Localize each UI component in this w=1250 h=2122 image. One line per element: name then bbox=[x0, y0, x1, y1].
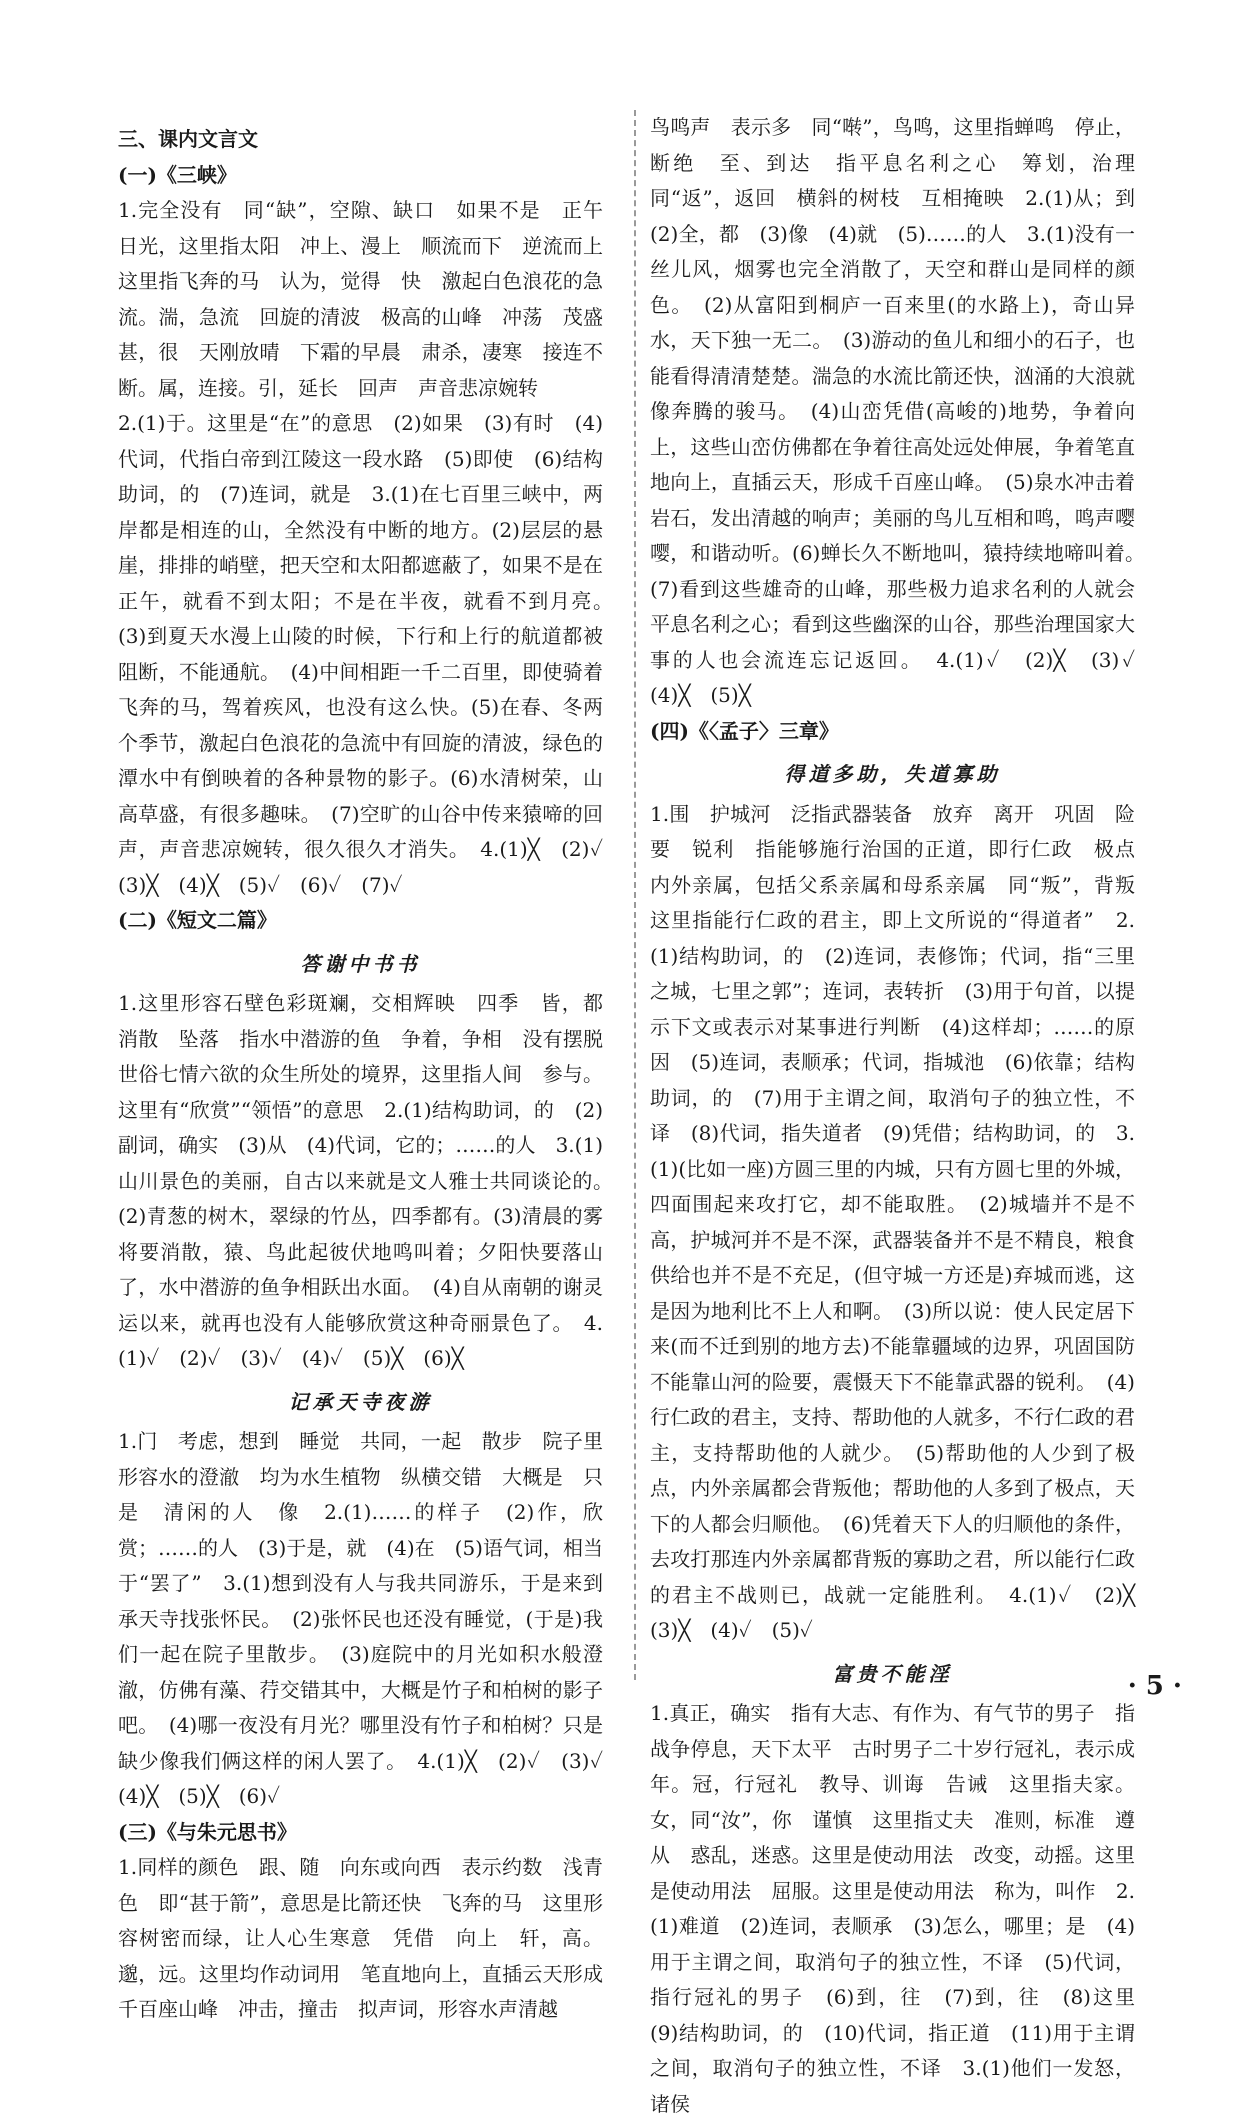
right-column bbox=[650, 110, 1155, 2122]
sub-title: 记承天寺夜游 bbox=[288, 1389, 433, 1414]
section-heading: (四)《〈孟子〉三章》 bbox=[650, 718, 839, 743]
answer-paragraph: 1.这里形容石壁色彩斑斓，交相辉映 四季 皆，都 消散 坠落 指水中潜游的鱼 争着，争相 没有摆脱世俗七情六欲的众生所处的境界，这里指人间 参与。这里有“欣赏”“领悟”的意思 2.(1)结构助词，的 (2)副词，确实 (3)从 (4)代词，它的；……的人 3.(1)山川景色的美丽，自古以来就是文人雅士共同谈论的。 (2)青葱的树木，翠绿的竹丛，四季都有。(3)清晨的雾将要消散，猿、鸟此起彼伏地鸣叫着；夕阳快要落山了，水中潜游的鱼争相跃出水面。 (4)自从南朝的谢灵运以来，就再也没有人能够欣赏这种奇丽景色了。 4.(1)✓ (2)✓ (3)✓ (4)✓ (5)╳ (6)╳ bbox=[118, 991, 623, 1370]
answer-paragraph: 鸟鸣声 表示多 同“啭”，鸟鸣，这里指蝉鸣 停止，断绝 至、到达 指平息名利之心 筹划，治理 同“返”，返回 横斜的树枝 互相掩映 2.(1)从；到 (2)全，都 (3)像 (4)就 (5)……的人 3.(1)没有一丝儿风，烟雾也完全消散了，天空和群山是同样的颜色。 (2)从富阳到桐庐一百来里(的水路上)，奇山异水，天下独一无二。 (3)游动的鱼儿和细小的石子，也能看得清清楚楚。湍急的水流比箭还快，汹涌的大浪就像奔腾的骏马。 (4)山峦凭借(高峻的)地势，争着向上，这些山峦仿佛都在争着往高处远处伸展，争着笔直地向上，直插云天，形成千百座山峰。 (5)泉水冲击着岩石，发出清越的响声；美丽的鸟儿互相和鸣，鸣声嘤嘤，和谐动听。(6)蝉长久不断地叫，猿持续地啼叫着。 (7)看到这些雄奇的山峰，那些极力追求名利的人就会平息名利之心；看到这些幽深的山谷，那些治理国家大事的人也会流连忘记返回。 4.(1)✓ (2)╳ (3)✓ (4)╳ (5)╳ bbox=[650, 115, 1155, 707]
answer-paragraph: 1.围 护城河 泛指武器装备 放弃 离开 巩固 险要 锐利 指能够施行治国的正道，即行仁政 极点 内外亲属，包括父系亲属和母系亲属 同“叛”，背叛 这里指能行仁政的君主，即上文所说的“得道者” 2.(1)结构助词，的 (2)连词，表修饰；代词，指“三里之城，七里之郭”；连词，表转折 (3)用于句首，以提示下文或表示对某事进行判断 (4)这样却；……的原因 (5)连词，表顺承；代词，指城池 (6)依靠；结构助词，的 (7)用于主谓之间，取消句子的独立性，不译 (8)代词，指失道者 (9)凭借；结构助词，的 3.(1)(比如一座)方圆三里的内城，只有方圆七里的外城，四面围起来攻打它，却不能取胜。 (2)城墙并不是不高，护城河并不是不深，武器装备并不是不精良，粮食供给也并不是不充足，(但守城一方还是)弃城而逃，这是因为地利比不上人和啊。 (3)所以说：使人民定居下来(而不迁到别的地方去)不能靠疆域的边界，巩固国防不能靠山河的险要，震慑天下不能靠武器的锐利。 (4)行仁政的君主，支持、帮助他的人就多，不行仁政的君主，支持帮助他的人就少。 (5)帮助他的人少到了极点，内外亲属都会背叛他；帮助他的人多到了极点，天下的人都会归顺他。 (6)凭着天下人的归顺他的条件，去攻打那连内外亲属都背叛的寡助之君，所以能行仁政的君主不战则已，战就一定能胜利。 4.(1)✓ (2)╳ (3)╳ (4)✓ (5)✓ bbox=[650, 801, 1155, 1642]
section-heading: 三、课内文言文 bbox=[118, 127, 258, 151]
section-heading: (二)《短文二篇》 bbox=[118, 908, 277, 932]
sub-title: 答谢中书书 bbox=[300, 951, 421, 976]
left-column bbox=[118, 122, 623, 2028]
answer-paragraph: 1.完全没有 同“缺”，空隙、缺口 如果不是 正午 日光，这里指太阳 冲上、漫上 顺流而下 逆流而上 这里指飞奔的马 认为，觉得 快 激起白色浪花的急流。湍，急流 回旋的清波 极高的山峰 冲荡 茂盛 甚，很 天刚放晴 下霜的早晨 肃杀，凄寒 接连不断。属，连接。引，延长 回声 声音悲凉婉转 bbox=[118, 198, 623, 400]
answer-paragraph: 1.门 考虑，想到 睡觉 共同，一起 散步 院子里 形容水的澄澈 均为水生植物 纵横交错 大概是 只是 清闲的人 像 2.(1)……的样子 (2)作，欣赏；……的人 (3)于是，就 (4)在 (5)语气词，相当于“罢了” 3.(1)想到没有人与我共同游乐，于是来到承天寺找张怀民。 (2)张怀民也还没有睡觉，(于是)我们一起在院子里散步。 (3)庭院中的月光如积水般澄澈，仿佛有藻、荇交错其中，大概是竹子和柏树的影子吧。 (4)哪一夜没有月光？哪里没有竹子和柏树？只是缺少像我们俩这样的闲人罢了。 4.(1)╳ (2)✓ (3)✓ (4)╳ (5)╳ (6)✓ bbox=[118, 1429, 623, 1808]
answer-paragraph: 1.同样的颜色 跟、随 向东或向西 表示约数 浅青色 即“甚于箭”，意思是比箭还快 飞奔的马 这里形容树密而绿，让人心生寒意 凭借 向上 轩，高。邈，远。这里均作动词用 笔直地向上，直插云天形成千百座山峰 冲击，撞击 拟声词，形容水声清越 bbox=[118, 1855, 603, 2021]
answer-paragraph: 2.(1)于。这里是“在”的意思 (2)如果 (3)有时 (4)代词，代指白帝到江陵这一段水路 (5)即使 (6)结构助词，的 (7)连词，就是 3.(1)在七百里三峡中，两岸都是相连的山，全然没有中断的地方。(2)层层的悬崖，排排的峭壁，把天空和太阳都遮蔽了，如果不是在正午，就看不到太阳；不是在半夜，就看不到月亮。 (3)到夏天水漫上山陵的时候，下行和上行的航道都被阻断，不能通航。 (4)中间相距一千二百里，即使骑着飞奔的马，驾着疾风，也没有这么快。(5)在春、冬两个季节，激起白色浪花的急流中有回旋的清波，绿色的潭水中有倒映着的各种景物的影子。(6)水清树荣，山高草盛，有很多趣味。 (7)空旷的山谷中传来猿啼的回声，声音悲凉婉转，很久很久才消失。 4.(1)╳ (2)✓ (3)╳ (4)╳ (5)✓ (6)✓ (7)✓ bbox=[118, 411, 623, 897]
column-divider bbox=[634, 110, 636, 1680]
sub-title: 富贵不能淫 bbox=[832, 1661, 953, 1686]
answer-paragraph: 1.真正，确实 指有大志、有作为、有气节的男子 指战争停息，天下太平 古时男子二十岁行冠礼，表示成年。冠，行冠礼 教导、训诲 告诫 这里指夫家。女，同“汝”，你 谨慎 这里指丈夫 准则，标准 遵从 惑乱，迷惑。这里是使动用法 改变，动摇。这里是使动用法 屈服。这里是使动用法 称为，叫作 2.(1)难道 (2)连词，表顺承 (3)怎么，哪里；是 (4)用于主谓之间，取消句子的独立性，不译 (5)代词，指行冠礼的男子 (6)到，往 (7)到，往 (8)这里 (9)结构助词，的 (10)代词，指正道 (11)用于主谓之间，取消句子的独立性，不译 3.(1)他们一发怒，诸侯 bbox=[650, 1701, 1155, 2116]
sub-title: 得道多助，失道寡助 bbox=[784, 762, 1001, 786]
section-heading: (三)《与朱元思书》 bbox=[118, 1819, 297, 1844]
section-heading: (一)《三峡》 bbox=[118, 162, 237, 187]
page-number: · 5 · bbox=[1127, 1671, 1182, 1701]
